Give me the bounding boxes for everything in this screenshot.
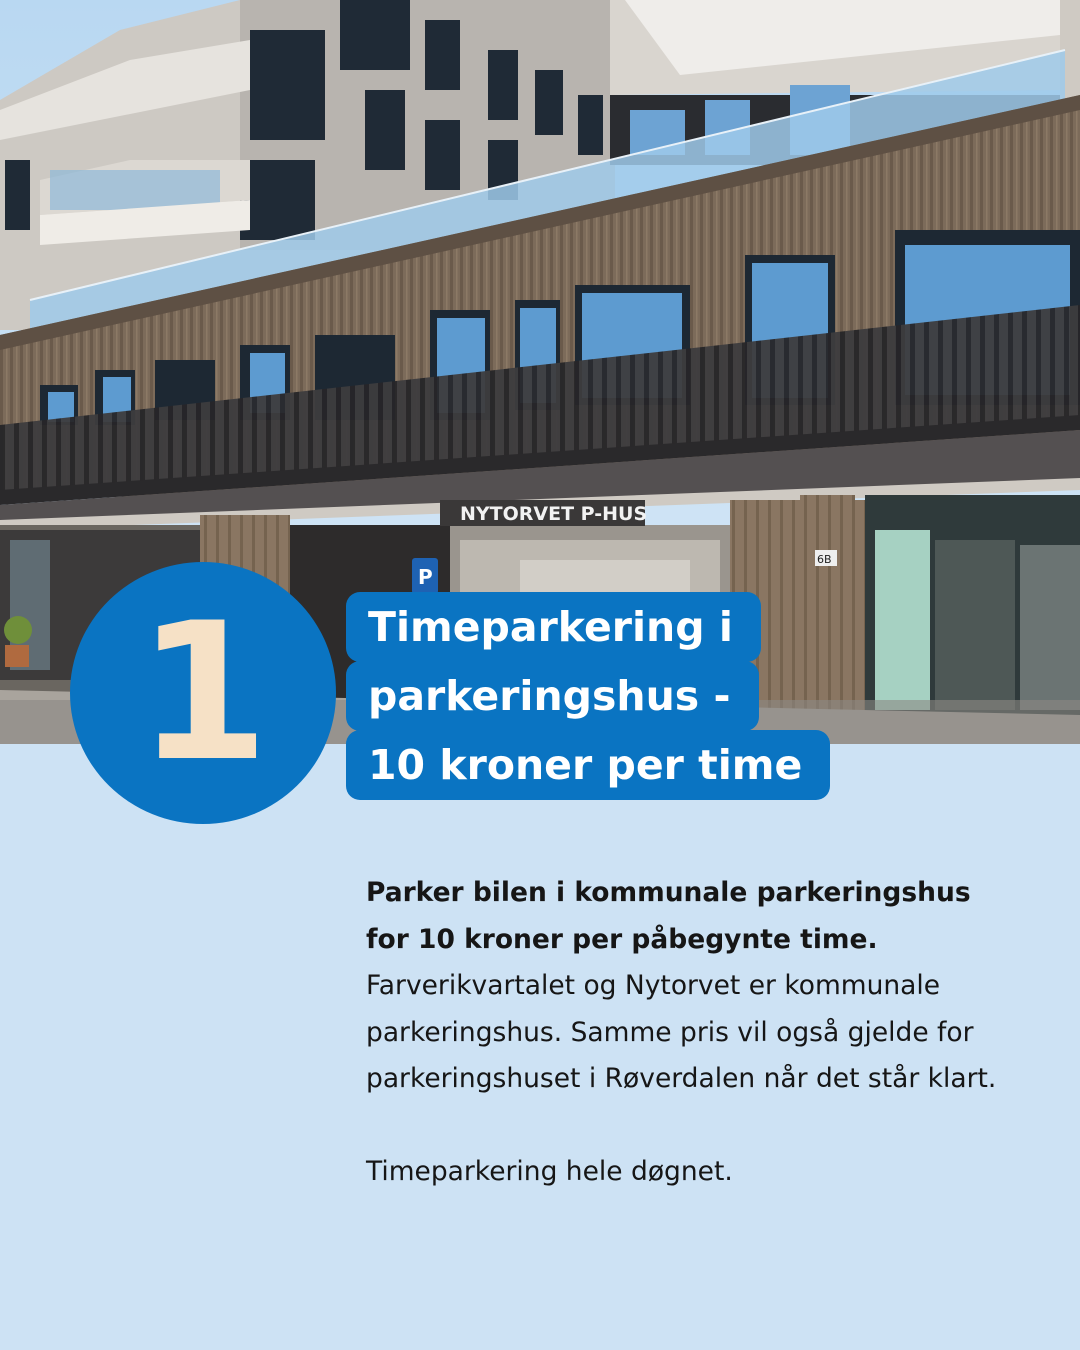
parking-symbol: P (418, 565, 433, 589)
step-number: 1 (136, 582, 270, 803)
parking-house-sign: NYTORVET P-HUS (460, 503, 648, 525)
body-lead: Parker bilen i kommunale parkeringshus for 10 kroner per påbegynte time. (366, 877, 971, 955)
headline-line-3: 10 kroner per time (346, 730, 830, 800)
headline-line-1: Timeparkering i (346, 592, 761, 662)
step-number-badge (70, 562, 336, 824)
door-number: 6B (817, 553, 832, 566)
body-description: Farverikvartalet og Nytorvet er kommunale parkeringshus. Samme pris vil også gjelde for parkeringshuset i Røverdalen når det står klart. (366, 970, 997, 1094)
body-footnote: Timeparkering hele døgnet. (366, 1155, 733, 1187)
headline-line-2: parkeringshus - (346, 661, 759, 731)
headline (346, 592, 830, 800)
body-text (366, 870, 1006, 1195)
